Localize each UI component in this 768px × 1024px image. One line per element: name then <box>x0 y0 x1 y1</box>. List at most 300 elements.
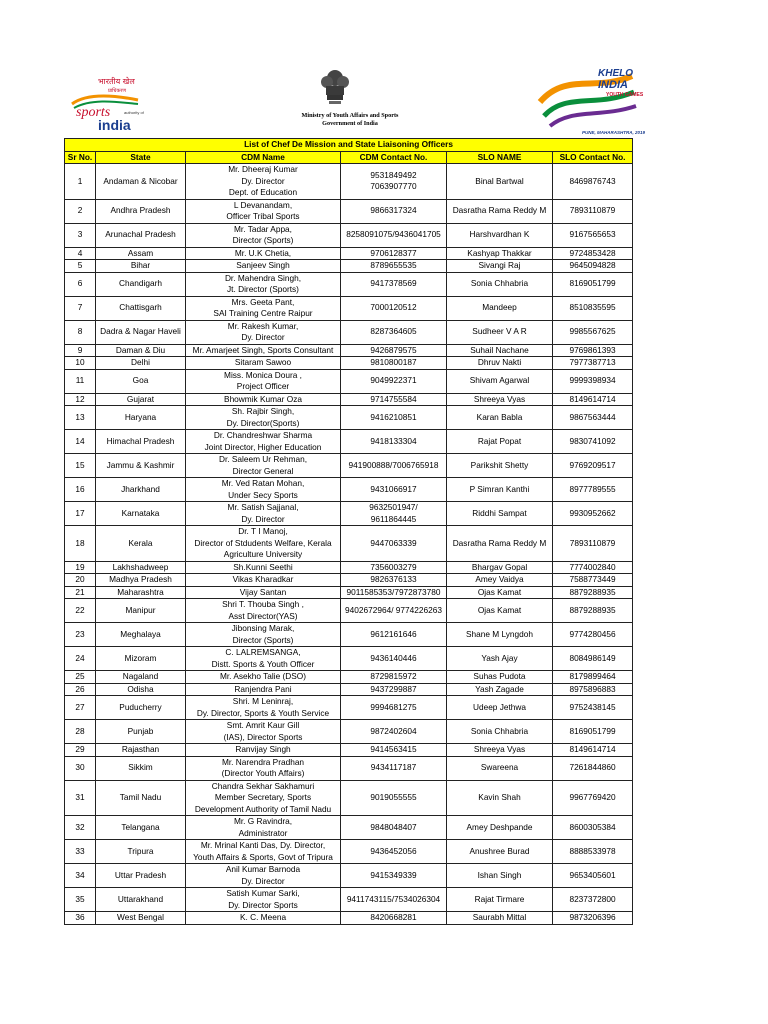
cdm-contact-line: 9415349339 <box>370 869 417 880</box>
cdm-name-line: Mr. Rakesh Kumar, <box>227 320 299 331</box>
cdm-name-cell <box>186 430 341 454</box>
cdm-name-line: Mrs. Geeta Pant, <box>231 296 295 307</box>
sr-no-cell: 10 <box>65 357 96 370</box>
slo-name-cell: Amey Deshpande <box>447 816 553 840</box>
slo-name-cell: Sonia Chhabria <box>447 272 553 296</box>
slo-contact-cell: 8888533978 <box>553 840 633 864</box>
column-header-slo-name: SLO NAME <box>447 151 553 164</box>
table-row <box>65 320 633 344</box>
slo-name-cell: Bhargav Gopal <box>447 561 553 574</box>
state-cell: Puducherry <box>96 696 186 720</box>
slo-contact-cell: 7774002840 <box>553 561 633 574</box>
slo-contact-cell: 8169051799 <box>553 720 633 744</box>
cdm-name-line: L Devanandam, <box>233 199 293 210</box>
cdm-contact-cell <box>341 430 447 454</box>
sr-no-cell: 2 <box>65 199 96 223</box>
slo-contact-cell: 9774280456 <box>553 623 633 647</box>
state-cell: Jammu & Kashmir <box>96 454 186 478</box>
officers-table <box>64 138 633 925</box>
state-cell: Tamil Nadu <box>96 780 186 816</box>
sr-no-cell: 7 <box>65 296 96 320</box>
government-name: Government of India <box>322 120 378 127</box>
cdm-contact-cell <box>341 647 447 671</box>
cdm-contact-line: 9426879575 <box>370 344 417 355</box>
table-row <box>65 223 633 247</box>
cdm-contact-cell <box>341 454 447 478</box>
table-row <box>65 199 633 223</box>
table-row <box>65 816 633 840</box>
slo-contact-cell: 8149614714 <box>553 393 633 406</box>
cdm-contact-cell <box>341 164 447 200</box>
state-cell: Chattisgarh <box>96 296 186 320</box>
slo-contact-cell: 8237372800 <box>553 888 633 912</box>
cdm-contact-line: 9632501947/ <box>369 502 418 512</box>
state-cell: Meghalaya <box>96 623 186 647</box>
slo-name-cell: Riddhi Sampat <box>447 502 553 526</box>
cdm-name-cell <box>186 369 341 393</box>
cdm-name-cell <box>186 744 341 757</box>
sr-no-cell: 34 <box>65 864 96 888</box>
cdm-name-line: (Director Youth Affairs) <box>221 768 305 778</box>
cdm-contact-line: 9414563415 <box>370 744 417 754</box>
cdm-name-cell <box>186 864 341 888</box>
table-row <box>65 478 633 502</box>
slo-contact-cell: 9999398934 <box>553 369 633 393</box>
cdm-name-line: Mr. Tadar Appa, <box>234 223 292 234</box>
cdm-name-cell <box>186 393 341 406</box>
sr-no-cell: 24 <box>65 647 96 671</box>
cdm-contact-line: 9436452056 <box>370 845 417 856</box>
slo-contact-cell: 9873206396 <box>553 912 633 925</box>
cdm-contact-line: 9019055555 <box>370 792 417 802</box>
cdm-contact-line: 9434117187 <box>370 762 417 773</box>
cdm-contact-line: 9402672964/ 9774226263 <box>345 604 442 615</box>
cdm-name-cell <box>186 647 341 671</box>
table-row <box>65 720 633 744</box>
cdm-name-line: Sh.Kunni Seethi <box>233 561 293 572</box>
sr-no-cell: 27 <box>65 696 96 720</box>
logo-india-text: india <box>98 117 131 133</box>
slo-contact-cell: 9867563444 <box>553 406 633 430</box>
slo-name-cell: Sudheer V A R <box>447 320 553 344</box>
sr-no-cell: 18 <box>65 526 96 562</box>
cdm-contact-line: 9714755584 <box>370 393 417 404</box>
cdm-contact-cell <box>341 623 447 647</box>
slo-contact-cell: 9645094828 <box>553 260 633 273</box>
cdm-contact-cell <box>341 272 447 296</box>
cdm-name-line: Mr. U.K Chetia, <box>234 247 292 258</box>
sr-no-cell: 23 <box>65 623 96 647</box>
table-row <box>65 647 633 671</box>
cdm-name-line: Administrator <box>238 827 288 838</box>
cdm-name-line: Dr. Mahendra Singh, <box>224 272 302 283</box>
state-cell: Madhya Pradesh <box>96 574 186 587</box>
table-caption-row <box>65 139 633 152</box>
state-cell: Karnataka <box>96 502 186 526</box>
table-row <box>65 526 633 562</box>
cdm-contact-line: 9706128377 <box>370 247 417 258</box>
sr-no-cell: 26 <box>65 683 96 696</box>
state-cell: Sikkim <box>96 756 186 780</box>
slo-name-cell: Amey Vaidya <box>447 574 553 587</box>
table-row <box>65 696 633 720</box>
sr-no-cell: 16 <box>65 478 96 502</box>
cdm-contact-cell <box>341 599 447 623</box>
logo-authority-text: authority of <box>124 110 144 115</box>
cdm-contact-line: 9431066917 <box>370 483 417 494</box>
cdm-name-line: Project Officer <box>236 381 290 391</box>
cdm-contact-line: 941900888/7006765918 <box>348 459 439 470</box>
sr-no-cell: 33 <box>65 840 96 864</box>
cdm-name-line: Mr. Asekho Talie (DSO) <box>219 671 307 681</box>
table-row <box>65 780 633 816</box>
state-cell: Assam <box>96 247 186 260</box>
cdm-contact-line: 9418133304 <box>370 435 417 446</box>
cdm-contact-line: 9848048407 <box>370 821 417 832</box>
cdm-name-line: Under Secy Sports <box>228 489 298 500</box>
cdm-name-cell <box>186 199 341 223</box>
slo-contact-cell: 8084986149 <box>553 647 633 671</box>
cdm-name-line: Shri. M Leninraj, <box>232 696 294 706</box>
cdm-contact-cell <box>341 780 447 816</box>
sr-no-cell: 29 <box>65 744 96 757</box>
cdm-contact-line: 9810800187 <box>370 357 417 367</box>
cdm-name-cell <box>186 840 341 864</box>
cdm-contact-line: 9872402604 <box>370 725 417 736</box>
slo-contact-cell: 7893110879 <box>553 199 633 223</box>
state-cell: Gujarat <box>96 393 186 406</box>
cdm-contact-cell <box>341 744 447 757</box>
cdm-contact-line: 9447063339 <box>370 537 417 548</box>
slo-contact-cell: 8179899464 <box>553 671 633 684</box>
column-header-sr-no: Sr No. <box>65 151 96 164</box>
slo-name-cell: Swareena <box>447 756 553 780</box>
slo-contact-cell: 9967769420 <box>553 780 633 816</box>
slo-contact-cell: 9167565653 <box>553 223 633 247</box>
cdm-name-cell <box>186 756 341 780</box>
cdm-contact-line: 8729815972 <box>370 671 417 681</box>
cdm-contact-cell <box>341 247 447 260</box>
column-header-cdm-contact: CDM Contact No. <box>341 151 447 164</box>
logo-hindi-text-1: भारतीय खेल <box>98 77 135 86</box>
slo-name-cell: P Simran Kanthi <box>447 478 553 502</box>
cdm-name-line: Mr. Dheeraj Kumar <box>228 164 298 174</box>
slo-contact-cell: 9769209517 <box>553 454 633 478</box>
slo-contact-cell: 7588773449 <box>553 574 633 587</box>
cdm-name-line: Miss. Monica Doura , <box>224 369 302 380</box>
table-row <box>65 574 633 587</box>
slo-contact-cell: 9769861393 <box>553 344 633 357</box>
table-row <box>65 671 633 684</box>
sports-authority-of-india-logo <box>68 74 158 134</box>
slo-name-cell: Suhail Nachane <box>447 344 553 357</box>
table-row <box>65 357 633 370</box>
logo-khelo-text: KHELO <box>598 68 633 79</box>
ministry-title <box>264 112 436 128</box>
slo-contact-cell: 8600305384 <box>553 816 633 840</box>
slo-name-cell: Dhruv Nakti <box>447 357 553 370</box>
table-row <box>65 454 633 478</box>
cdm-contact-cell <box>341 912 447 925</box>
cdm-contact-line: 9411743115/7534026304 <box>346 893 441 904</box>
slo-name-cell: Yash Ajay <box>447 647 553 671</box>
cdm-name-line: (IAS), Director Sports <box>223 731 303 742</box>
slo-contact-cell: 9724853428 <box>553 247 633 260</box>
cdm-name-cell <box>186 223 341 247</box>
cdm-contact-cell <box>341 720 447 744</box>
cdm-name-line: C. LALREMSANGA, <box>225 647 301 657</box>
column-header-cdm-name: CDM Name <box>186 151 341 164</box>
logo-hindi-text-2: प्राधिकरण <box>108 88 127 94</box>
state-cell: Mizoram <box>96 647 186 671</box>
cdm-name-line: Sh. Rajbir Singh, <box>231 406 295 416</box>
sr-no-cell: 1 <box>65 164 96 200</box>
slo-name-cell: Harshvardhan K <box>447 223 553 247</box>
cdm-name-line: Dr. T I Manoj, <box>238 526 288 536</box>
sr-no-cell: 12 <box>65 393 96 406</box>
cdm-name-line: Dy. Director <box>241 332 285 342</box>
slo-name-cell: Shreeya Vyas <box>447 744 553 757</box>
cdm-contact-cell <box>341 199 447 223</box>
cdm-name-line: Dept. of Education <box>228 187 298 197</box>
cdm-name-line: Joint Director, Higher Education <box>204 441 322 452</box>
cdm-name-line: Director (Sports) <box>232 235 294 245</box>
logo-india-games-text: INDIA <box>598 79 628 91</box>
table-row <box>65 912 633 925</box>
cdm-name-line: Ranjendra Pani <box>234 683 292 694</box>
national-emblem-icon <box>318 64 352 108</box>
table-row <box>65 888 633 912</box>
cdm-name-line: Smt. Amrit Kaur Gill <box>226 720 300 730</box>
table-row <box>65 623 633 647</box>
cdm-name-cell <box>186 164 341 200</box>
cdm-name-cell <box>186 912 341 925</box>
sr-no-cell: 17 <box>65 502 96 526</box>
cdm-name-cell <box>186 888 341 912</box>
sr-no-cell: 21 <box>65 586 96 599</box>
cdm-name-line: Dr. Chandreshwar Sharma <box>213 430 313 440</box>
sr-no-cell: 28 <box>65 720 96 744</box>
table-caption: List of Chef De Mission and State Liaisoning Officers <box>65 139 633 152</box>
slo-contact-cell: 7977387713 <box>553 357 633 370</box>
ministry-name: Ministry of Youth Affairs and Sports <box>301 112 399 119</box>
cdm-contact-line: 9826376133 <box>370 574 417 584</box>
table-row <box>65 586 633 599</box>
cdm-contact-cell <box>341 223 447 247</box>
cdm-name-line: SAI Training Centre Raipur <box>213 308 313 318</box>
cdm-contact-cell <box>341 260 447 273</box>
state-cell: Daman & Diu <box>96 344 186 357</box>
cdm-contact-cell <box>341 502 447 526</box>
sr-no-cell: 25 <box>65 671 96 684</box>
slo-name-cell: Ojas Kamat <box>447 599 553 623</box>
slo-name-cell: Ojas Kamat <box>447 586 553 599</box>
column-header-slo-contact: SLO Contact No. <box>553 151 633 164</box>
cdm-contact-cell <box>341 406 447 430</box>
slo-name-cell: Kashyap Thakkar <box>447 247 553 260</box>
state-cell: Delhi <box>96 357 186 370</box>
state-cell: Kerala <box>96 526 186 562</box>
cdm-contact-cell <box>341 696 447 720</box>
slo-name-cell: Suhas Pudota <box>447 671 553 684</box>
slo-name-cell: Shreeya Vyas <box>447 393 553 406</box>
document-header <box>64 60 646 138</box>
cdm-name-line: Dy. Director <box>241 875 285 886</box>
cdm-name-cell <box>186 623 341 647</box>
state-cell: Punjab <box>96 720 186 744</box>
slo-name-cell: Udeep Jethwa <box>447 696 553 720</box>
cdm-name-cell <box>186 502 341 526</box>
slo-name-cell: Saurabh Mittal <box>447 912 553 925</box>
state-cell: Bihar <box>96 260 186 273</box>
cdm-name-line: Shri T. Thouba Singh , <box>222 599 304 609</box>
sr-no-cell: 4 <box>65 247 96 260</box>
logo-sports-text: sports <box>76 105 111 120</box>
sr-no-cell: 36 <box>65 912 96 925</box>
sr-no-cell: 15 <box>65 454 96 478</box>
slo-contact-cell: 8879288935 <box>553 586 633 599</box>
table-row <box>65 369 633 393</box>
sr-no-cell: 9 <box>65 344 96 357</box>
cdm-name-line: Dy. Director <box>241 513 285 524</box>
slo-contact-cell: 8149614714 <box>553 744 633 757</box>
table-row <box>65 344 633 357</box>
sr-no-cell: 35 <box>65 888 96 912</box>
cdm-name-line: Officer Tribal Sports <box>226 211 300 221</box>
cdm-name-line: Dr. Saleem Ur Rehman, <box>218 454 308 464</box>
cdm-contact-cell <box>341 393 447 406</box>
slo-name-cell: Shane M Lyngdoh <box>447 623 553 647</box>
cdm-name-line: Dy. Director(Sports) <box>226 417 300 428</box>
sr-no-cell: 11 <box>65 369 96 393</box>
cdm-name-cell <box>186 478 341 502</box>
sr-no-cell: 3 <box>65 223 96 247</box>
cdm-name-line: Sitaram Sawoo <box>234 357 292 367</box>
slo-contact-cell: 9752438145 <box>553 696 633 720</box>
cdm-name-cell <box>186 696 341 720</box>
column-header-state: State <box>96 151 186 164</box>
slo-name-cell: Binal Bartwal <box>447 164 553 200</box>
sr-no-cell: 20 <box>65 574 96 587</box>
cdm-name-cell <box>186 272 341 296</box>
table-row <box>65 406 633 430</box>
table-header-row <box>65 151 633 164</box>
slo-contact-cell: 8169051799 <box>553 272 633 296</box>
slo-name-cell: Anushree Burad <box>447 840 553 864</box>
cdm-contact-line: 9437299887 <box>370 683 417 694</box>
state-cell: Tripura <box>96 840 186 864</box>
slo-contact-cell: 9930952662 <box>553 502 633 526</box>
cdm-name-line: K. C. Meena <box>239 912 287 922</box>
cdm-name-cell <box>186 599 341 623</box>
sr-no-cell: 6 <box>65 272 96 296</box>
cdm-contact-line: 9611864445 <box>370 513 417 524</box>
slo-name-cell: Sonia Chhabria <box>447 720 553 744</box>
table-row <box>65 864 633 888</box>
table-row <box>65 164 633 200</box>
cdm-name-line: Satish Kumar Sarki, <box>226 888 300 898</box>
cdm-contact-line: 9612161646 <box>370 628 417 639</box>
table-row <box>65 744 633 757</box>
cdm-name-line: Agriculture University <box>223 549 303 559</box>
table-row <box>65 561 633 574</box>
cdm-contact-cell <box>341 840 447 864</box>
slo-name-cell: Karan Babla <box>447 406 553 430</box>
cdm-contact-line: 7063907770 <box>370 181 417 192</box>
slo-name-cell: Dasratha Rama Reddy M <box>447 526 553 562</box>
cdm-name-line: Mr. Narendra Pradhan <box>221 756 305 767</box>
cdm-name-line: Asst Director(YAS) <box>228 610 298 621</box>
cdm-contact-cell <box>341 369 447 393</box>
sr-no-cell: 22 <box>65 599 96 623</box>
state-cell: Andaman & Nicobar <box>96 164 186 200</box>
slo-name-cell: Parikshit Shetty <box>447 454 553 478</box>
state-cell: Andhra Pradesh <box>96 199 186 223</box>
state-cell: Dadra & Nagar Haveli <box>96 320 186 344</box>
sr-no-cell: 19 <box>65 561 96 574</box>
cdm-name-line: Dy. Director Sports <box>228 899 298 910</box>
cdm-contact-line: 9416210851 <box>370 411 417 422</box>
cdm-contact-cell <box>341 756 447 780</box>
state-cell: Rajasthan <box>96 744 186 757</box>
slo-contact-cell: 9830741092 <box>553 430 633 454</box>
cdm-name-cell <box>186 296 341 320</box>
cdm-contact-cell <box>341 586 447 599</box>
cdm-contact-cell <box>341 864 447 888</box>
cdm-name-line: Director (Sports) <box>232 634 294 645</box>
slo-name-cell: Rajat Popat <box>447 430 553 454</box>
state-cell: West Bengal <box>96 912 186 925</box>
cdm-contact-line: 9866317324 <box>370 205 417 216</box>
logo-youth-games-text: YOUTH GAMES <box>606 92 644 98</box>
cdm-contact-cell <box>341 671 447 684</box>
table-row <box>65 430 633 454</box>
cdm-name-cell <box>186 320 341 344</box>
state-cell: Telangana <box>96 816 186 840</box>
slo-contact-cell: 9985567625 <box>553 320 633 344</box>
state-cell: Goa <box>96 369 186 393</box>
state-cell: Jharkhand <box>96 478 186 502</box>
slo-contact-cell: 8510835595 <box>553 296 633 320</box>
cdm-name-line: Mr. Mrinal Kanti Das, Dy. Director, <box>200 840 326 850</box>
cdm-name-line: Director General <box>232 465 294 476</box>
slo-name-cell: Yash Zagade <box>447 683 553 696</box>
cdm-name-cell <box>186 406 341 430</box>
state-cell: Nagaland <box>96 671 186 684</box>
cdm-name-line: Jibonsing Marak, <box>231 623 295 633</box>
cdm-name-line: Anil Kumar Barnoda <box>225 864 301 874</box>
state-cell: Uttarakhand <box>96 888 186 912</box>
logo-venue-text: PUNE, MAHARASHTRA, 2019 <box>582 130 646 135</box>
table-row <box>65 393 633 406</box>
slo-name-cell: Mandeep <box>447 296 553 320</box>
cdm-contact-cell <box>341 320 447 344</box>
table-row <box>65 502 633 526</box>
table-row <box>65 260 633 273</box>
slo-contact-cell: 8977789555 <box>553 478 633 502</box>
cdm-contact-line: 7356003279 <box>370 561 417 572</box>
cdm-name-line: Dy. Director <box>241 175 285 186</box>
cdm-contact-line: 8258091075/9436041705 <box>346 229 441 240</box>
cdm-name-line: Chandra Sekhar Sakhamuri <box>211 780 315 791</box>
cdm-name-line: Mr. Satish Sajjanal, <box>227 502 299 512</box>
cdm-name-cell <box>186 526 341 562</box>
cdm-name-cell <box>186 816 341 840</box>
state-cell: Odisha <box>96 683 186 696</box>
state-cell: Uttar Pradesh <box>96 864 186 888</box>
cdm-contact-cell <box>341 574 447 587</box>
sr-no-cell: 13 <box>65 406 96 430</box>
